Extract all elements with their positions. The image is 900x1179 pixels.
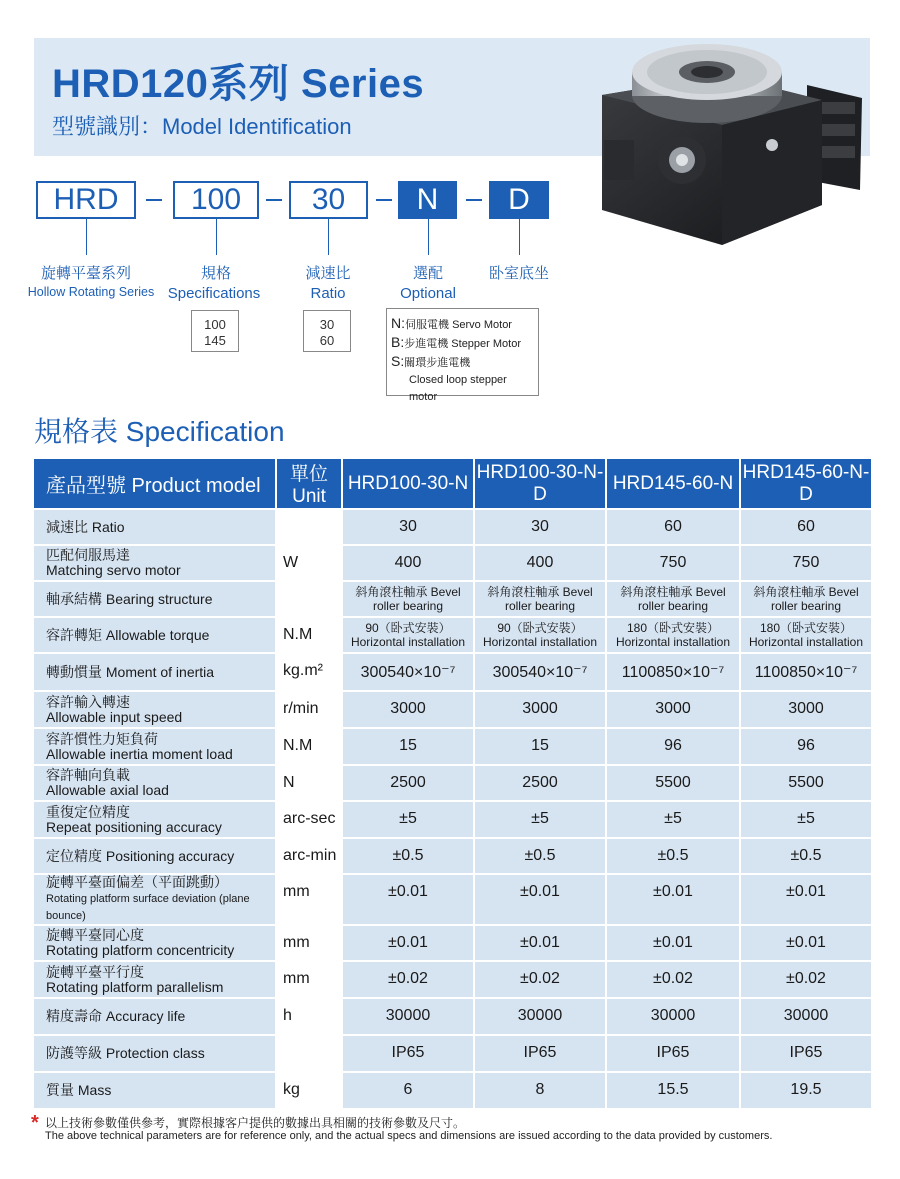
header-model-1: HRD100-30-N: [342, 459, 474, 509]
label-optional-zh: 選配: [412, 265, 443, 282]
parameter-zh: 容許輸入轉速: [46, 693, 130, 710]
label-ratio-zh: 減速比: [305, 265, 351, 282]
row-value: 180（卧式安裝） Horizontal installation: [740, 617, 872, 653]
table-row: [34, 617, 872, 653]
parameter-en: Matching servo motor: [46, 562, 181, 578]
row-value: 60: [606, 509, 740, 545]
row-value: 19.5: [740, 1072, 872, 1109]
row-unit: mm: [276, 874, 342, 925]
connector-line: [519, 219, 520, 255]
code-segment-base: D: [489, 181, 549, 219]
table-row: [34, 691, 872, 728]
row-parameter-name: [34, 545, 276, 581]
row-value: 96: [606, 728, 740, 765]
row-value: ±5: [606, 801, 740, 838]
row-value: ±5: [474, 801, 606, 838]
parameter-en: Bearing structure: [105, 590, 213, 607]
row-parameter-name: [34, 961, 276, 998]
table-row: [34, 925, 872, 961]
row-parameter-name: [34, 874, 276, 925]
row-value: 15: [342, 728, 474, 765]
row-value: 400: [474, 545, 606, 581]
spec-option: 145: [204, 333, 226, 348]
row-value: 2500: [342, 765, 474, 801]
table-row: [34, 728, 872, 765]
parameter-en: Repeat positioning accuracy: [46, 818, 222, 835]
row-unit: kg.m²: [276, 653, 342, 691]
parameter-zh: 匹配伺服馬達: [46, 547, 130, 563]
label-ratio-en: Ratio: [310, 285, 346, 302]
row-value: 30000: [606, 998, 740, 1035]
code-segment-optional: N: [398, 181, 457, 219]
table-row: [34, 581, 872, 617]
table-row: [34, 961, 872, 998]
code-dash: [266, 199, 282, 201]
parameter-zh: 旋轉平臺同心度: [46, 927, 144, 943]
row-parameter-name: [34, 765, 276, 801]
parameter-zh: 重復定位精度: [46, 803, 130, 820]
parameter-en: Mass: [77, 1082, 112, 1098]
product-photo: [592, 40, 877, 255]
table-row: [34, 1035, 872, 1072]
row-parameter-name: [34, 1035, 276, 1072]
option-zh: 關環步進電機: [404, 357, 471, 369]
row-parameter-name: [34, 801, 276, 838]
row-unit: N: [276, 765, 342, 801]
label-series-zh: 旋轉平臺系列: [40, 265, 131, 282]
note-asterisk: *: [31, 1112, 39, 1134]
option-letter: B:: [391, 334, 405, 350]
parameter-en: Rotating platform parallelism: [46, 978, 224, 995]
row-value: 30000: [740, 998, 872, 1035]
label-base-zh: 卧室底坐: [488, 265, 549, 282]
row-value: 15.5: [606, 1072, 740, 1109]
spec-table: [34, 459, 873, 1110]
table-row: [34, 801, 872, 838]
row-value: 1100850×10⁻⁷: [740, 653, 872, 691]
parameter-zh: 容許慣性力矩負荷: [46, 730, 158, 747]
row-value: ±0.5: [740, 838, 872, 874]
connector-line: [328, 219, 329, 255]
header-unit: 單位 Unit: [276, 459, 342, 509]
option-en: Stepper Motor: [451, 338, 521, 350]
parameter-zh: 減速比: [46, 518, 88, 535]
option-zh: 步進電機: [404, 338, 449, 350]
page-subtitle: 型號識別：Model Identification: [52, 114, 352, 139]
row-value: ±0.5: [606, 838, 740, 874]
row-value: ±0.01: [342, 874, 474, 925]
row-unit: W: [276, 545, 342, 581]
row-value: ±5: [740, 801, 872, 838]
page-title: HRD120系列 Series: [52, 62, 425, 106]
label-spec-zh: 規格: [200, 265, 231, 282]
parameter-zh: 定位精度: [46, 847, 102, 864]
parameter-en: Positioning accuracy: [105, 847, 235, 864]
row-unit: mm: [276, 961, 342, 998]
row-value: 90（卧式安裝） Horizontal installation: [342, 617, 474, 653]
row-unit: arc-sec: [276, 801, 342, 838]
row-value: ±0.01: [474, 925, 606, 961]
ratio-options-box: [303, 310, 351, 352]
row-unit: r/min: [276, 691, 342, 728]
row-value: 斜角滾柱軸承 Bevel roller bearing: [474, 581, 606, 617]
row-value: 15: [474, 728, 606, 765]
parameter-zh: 旋轉平臺平行度: [46, 963, 144, 980]
footnote-en: The above technical parameters are for reference only, and the actual specs and dimensions are issued according to the data provided by customers.: [45, 1130, 773, 1142]
row-parameter-name: [34, 925, 276, 961]
parameter-zh: 容許軸向負載: [46, 767, 130, 783]
table-row: [34, 998, 872, 1035]
parameter-en: Rotating platform surface deviation (plane bounce): [46, 893, 250, 922]
table-row: [34, 509, 872, 545]
row-value: 30000: [342, 998, 474, 1035]
row-unit: [276, 509, 342, 545]
row-value: IP65: [740, 1035, 872, 1072]
header-product-model: 產品型號 Product model: [34, 459, 276, 509]
parameter-zh: 容許轉矩: [46, 626, 102, 643]
table-row: [34, 838, 872, 874]
row-value: 5500: [606, 765, 740, 801]
connector-line: [216, 219, 217, 255]
row-value: ±0.01: [606, 925, 740, 961]
label-series-en: Hollow Rotating Series: [27, 285, 155, 299]
label-optional-en: Optional: [400, 285, 456, 302]
row-unit: N.M: [276, 617, 342, 653]
row-value: ±5: [342, 801, 474, 838]
row-value: 斜角滾柱軸承 Bevel roller bearing: [740, 581, 872, 617]
row-value: ±0.01: [740, 874, 872, 925]
footnote-zh: 以上技術參數僅供參考，實際根據客户提供的數據出具相關的技術參數及尺寸。: [45, 1116, 466, 1130]
table-row: [34, 545, 872, 581]
row-value: ±0.02: [342, 961, 474, 998]
row-parameter-name: [34, 728, 276, 765]
option-en: Servo Motor: [452, 319, 512, 331]
option-zh: 伺服電機: [405, 319, 449, 331]
parameter-en: Ratio: [91, 518, 125, 535]
spec-options-box: [191, 310, 239, 352]
row-value: 96: [740, 728, 872, 765]
row-value: 30000: [474, 998, 606, 1035]
optional-list-box: [386, 308, 539, 403]
connector-line: [86, 219, 87, 255]
code-dash: [466, 199, 482, 201]
row-parameter-name: [34, 1072, 276, 1109]
parameter-en: Protection class: [105, 1045, 205, 1061]
row-value: 1100850×10⁻⁷: [606, 653, 740, 691]
row-value: ±0.01: [740, 925, 872, 961]
parameter-en: Allowable input speed: [46, 708, 183, 725]
row-value: 300540×10⁻⁷: [474, 653, 606, 691]
parameter-zh: 精度壽命: [46, 1008, 102, 1024]
row-parameter-name: [34, 838, 276, 874]
parameter-zh: 防護等級: [46, 1045, 102, 1061]
parameter-zh: 質量: [46, 1082, 74, 1098]
row-unit: mm: [276, 925, 342, 961]
code-segment-ratio: 30: [289, 181, 368, 219]
row-value: IP65: [474, 1035, 606, 1072]
code-segment-spec: 100: [173, 181, 259, 219]
row-parameter-name: [34, 998, 276, 1035]
row-value: 30: [474, 509, 606, 545]
row-value: 5500: [740, 765, 872, 801]
ratio-option: 60: [319, 333, 335, 348]
row-value: ±0.02: [740, 961, 872, 998]
parameter-zh: 轉動慣量: [46, 663, 102, 680]
parameter-en: Rotating platform concentricity: [46, 942, 235, 958]
spec-title: 規格表 Specification: [34, 416, 285, 447]
spec-option: 100: [204, 317, 226, 332]
row-value: ±0.5: [342, 838, 474, 874]
row-value: ±0.01: [606, 874, 740, 925]
row-value: 3000: [740, 691, 872, 728]
row-value: IP65: [342, 1035, 474, 1072]
parameter-en: Moment of inertia: [105, 663, 215, 680]
parameter-zh: 軸承結構: [46, 590, 102, 607]
row-value: 6: [342, 1072, 474, 1109]
table-header-row: [34, 459, 872, 509]
row-parameter-name: [34, 581, 276, 617]
row-value: 400: [342, 545, 474, 581]
row-unit: arc-min: [276, 838, 342, 874]
parameter-en: Allowable inertia moment load: [46, 745, 233, 762]
row-value: 750: [740, 545, 872, 581]
row-value: 2500: [474, 765, 606, 801]
header-model-4: HRD145-60-N-D: [740, 459, 872, 509]
parameter-en: Allowable torque: [105, 626, 210, 643]
option-letter: S:: [391, 353, 405, 369]
row-value: 斜角滾柱軸承 Bevel roller bearing: [342, 581, 474, 617]
row-value: 750: [606, 545, 740, 581]
row-value: ±0.01: [474, 874, 606, 925]
row-unit: N.M: [276, 728, 342, 765]
connector-line: [428, 219, 429, 255]
row-value: 180（卧式安裝） Horizontal installation: [606, 617, 740, 653]
row-unit: kg: [276, 1072, 342, 1109]
row-value: 300540×10⁻⁷: [342, 653, 474, 691]
row-unit: h: [276, 998, 342, 1035]
parameter-zh: 旋轉平臺面偏差（平面跳動）: [46, 874, 228, 890]
row-value: ±0.02: [606, 961, 740, 998]
table-row: [34, 1072, 872, 1109]
row-value: 斜角滾柱軸承 Bevel roller bearing: [606, 581, 740, 617]
option-letter: N:: [391, 315, 405, 331]
row-parameter-name: [34, 653, 276, 691]
table-row: [34, 874, 872, 925]
row-value: 8: [474, 1072, 606, 1109]
row-value: 30: [342, 509, 474, 545]
row-value: 90（卧式安裝） Horizontal installation: [474, 617, 606, 653]
row-unit: [276, 1035, 342, 1072]
row-unit: [276, 581, 342, 617]
row-parameter-name: [34, 617, 276, 653]
row-parameter-name: [34, 509, 276, 545]
header-model-3: HRD145-60-N: [606, 459, 740, 509]
row-value: IP65: [606, 1035, 740, 1072]
ratio-option: 30: [319, 317, 335, 332]
parameter-en: Accuracy life: [105, 1008, 186, 1024]
option-extra: Closed loop stepper motor: [409, 374, 507, 403]
row-value: 60: [740, 509, 872, 545]
parameter-en: Allowable axial load: [46, 782, 169, 798]
code-segment-series: HRD: [36, 181, 136, 219]
row-value: 3000: [342, 691, 474, 728]
code-dash: [146, 199, 162, 201]
row-value: ±0.01: [342, 925, 474, 961]
label-spec-en: Specifications: [167, 285, 261, 302]
table-row: [34, 765, 872, 801]
header-model-2: HRD100-30-N-D: [474, 459, 606, 509]
row-value: ±0.02: [474, 961, 606, 998]
row-parameter-name: [34, 691, 276, 728]
code-dash: [376, 199, 392, 201]
row-value: ±0.5: [474, 838, 606, 874]
row-value: 3000: [606, 691, 740, 728]
row-value: 3000: [474, 691, 606, 728]
table-row: [34, 653, 872, 691]
